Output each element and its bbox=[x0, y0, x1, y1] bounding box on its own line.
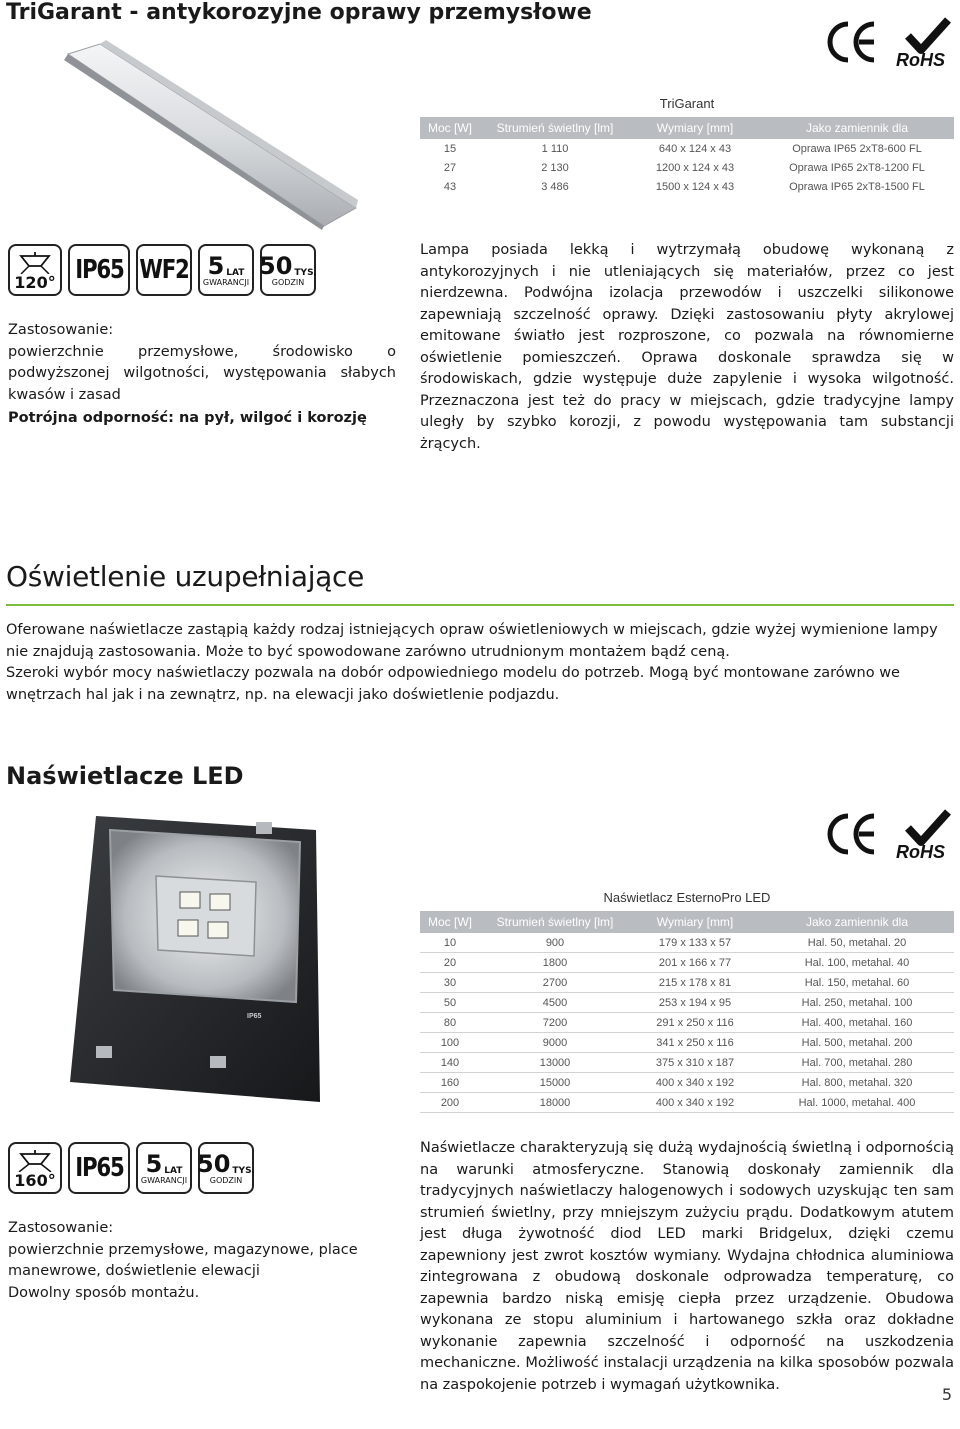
trigarant-feature-icons bbox=[8, 244, 316, 296]
table-cell: Hal. 400, metahal. 160 bbox=[801, 1016, 913, 1029]
table-cell: 10 bbox=[443, 936, 457, 949]
ip65-embossed-label: IP65 bbox=[247, 1013, 262, 1020]
rohs-label: RoHS bbox=[896, 842, 945, 862]
wf2-label: WF2 bbox=[139, 255, 189, 285]
table-row bbox=[420, 973, 954, 993]
table-caption: Naświetlacz EsternoPro LED bbox=[603, 890, 771, 905]
col-header: Moc [W] bbox=[420, 911, 480, 933]
warranty-label: GWARANCJI bbox=[202, 278, 250, 287]
table-cell: 15000 bbox=[539, 1076, 571, 1089]
light-beam-icon bbox=[15, 252, 55, 274]
usage-text: powierzchnie przemysłowe, środowisko o podwyższonej wilgotności, występowania słabych kwasów i zasad bbox=[8, 343, 396, 403]
table-cell: 179 x 133 x 57 bbox=[658, 936, 732, 949]
table-cell: Hal. 150, metahal. 60 bbox=[804, 976, 910, 989]
lifetime-hours-icon bbox=[198, 1142, 254, 1194]
table-cell: 100 bbox=[440, 1036, 460, 1049]
beam-angle-icon bbox=[8, 1142, 62, 1194]
section-paragraph bbox=[6, 620, 956, 706]
table-header-row bbox=[420, 117, 954, 139]
ce-rohs-marks bbox=[826, 806, 956, 862]
warranty-icon bbox=[198, 244, 254, 296]
warranty-number: 5 bbox=[207, 252, 225, 280]
hours-unit: TYS. bbox=[294, 268, 317, 278]
warranty-number: 5 bbox=[145, 1150, 163, 1178]
rohs-label: RoHS bbox=[896, 50, 945, 70]
table-row bbox=[420, 933, 954, 953]
table-cell: 20 bbox=[443, 956, 457, 969]
floodlight-spec-table bbox=[420, 890, 954, 1113]
table-row bbox=[420, 139, 954, 158]
lifetime-hours-icon bbox=[260, 244, 316, 296]
table-row bbox=[420, 993, 954, 1013]
table-cell: 341 x 250 x 116 bbox=[656, 1036, 734, 1049]
table-cell: 215 x 178 x 81 bbox=[658, 976, 732, 989]
table-cell: 9000 bbox=[542, 1036, 568, 1049]
col-header: Strumień świetlny [lm] bbox=[480, 117, 630, 139]
table-row bbox=[420, 177, 954, 196]
table-caption: TriGarant bbox=[659, 96, 715, 111]
usage-extra: Dowolny sposób montażu. bbox=[8, 1284, 200, 1301]
paragraph-2: Szeroki wybór mocy naświetlaczy pozwala na dobór odpowiedniego modelu do potrzeb. Mogą być montowane zarówno we wnętrzach hal jak i na zewnątrz, np. na elewacji jako doświetlenie podjazdu. bbox=[6, 665, 900, 703]
trigarant-description: Lampa posiada lekką i wytrzymałą obudowę wykonaną z antykorozyjnych i nie utleniających się materiałów, przez co jest nierdzewna. Podwójna izolacja przewodów i uszczelki silikonowe zapewniają szczelność oprawy. Dzięki zastosowaniu płyty akrylowej emitowane światło jest rozproszone, co pozwala na równomierne oświetlenie pomieszczeń. Oprawa doskonale sprawdza się w środowiskach, gdzie występuje duże zapylenie i wysoka wilgotność. Przeznaczona jest też do pracy w miejscach, gdzie tradycyjne lampy uległy by szybko korozji, z powodu występowania tam substancji żrących. bbox=[420, 242, 954, 452]
trigarant-usage bbox=[8, 320, 396, 430]
table-cell: 50 bbox=[443, 996, 457, 1009]
hours-label: GODZIN bbox=[271, 278, 305, 287]
table-cell: 1500 x 124 x 43 bbox=[655, 180, 735, 193]
table-cell: 253 x 194 x 95 bbox=[658, 996, 732, 1009]
ip-rating-label: IP65 bbox=[74, 1153, 124, 1183]
usage-heading: Zastosowanie: bbox=[8, 322, 114, 338]
wf2-icon bbox=[136, 244, 192, 296]
table-cell: 140 bbox=[440, 1056, 460, 1069]
beam-angle-value: 160° bbox=[14, 1171, 56, 1190]
table-cell: 201 x 166 x 77 bbox=[658, 956, 732, 969]
warranty-unit: LAT bbox=[226, 268, 245, 278]
table-cell: 1 110 bbox=[541, 142, 569, 155]
table-cell: 15 bbox=[443, 142, 457, 155]
table-cell: 80 bbox=[443, 1016, 457, 1029]
ip-rating-icon bbox=[68, 1142, 130, 1194]
table-cell: Oprawa IP65 2xT8-600 FL bbox=[792, 142, 922, 155]
beam-angle-icon bbox=[8, 244, 62, 296]
floodlight-description: Naświetlacze charakteryzują się dużą wydajnością świetlną i odpornością na warunki atmosferyczne. Stanowią doskonały zamiennik dla tradycyjnych naświetlaczy halogenowych i sodowych uzyskując ten sam strumień świetlny, przy mniejszym zużyciu prądu. Dodatkowym atutem jest długa żywotność diod LED marki Bridgelux, dzięki czemu zapewniony jest zwrot kosztów wymiany. Wydajna chłodnica aluminiowa zintegrowana z obudową doskonale odprowadza temperaturę, co zapewnia bardzo niską emisję ciepła przez urządzenie. Obudowa wykonana ze stopu aluminium i hartowanego szkła oraz dokładne wykonanie zapewnia szczelność i odporność na uszkodzenia mechaniczne. Możliwość instalacji urządzenia na kilka sposobów pozwala na zaspokojenie potrzeb i wymagań użytkownika. bbox=[420, 1140, 954, 1393]
table-cell: 200 bbox=[440, 1096, 460, 1109]
section-title: Oświetlenie uzupełniające bbox=[6, 560, 365, 593]
table-cell: 2700 bbox=[542, 976, 568, 989]
table-cell: 640 x 124 x 43 bbox=[658, 142, 732, 155]
ce-rohs-icon bbox=[826, 14, 956, 70]
table-cell: Oprawa IP65 2xT8-1500 FL bbox=[789, 180, 925, 193]
table-cell: 1800 bbox=[542, 956, 568, 969]
table-row bbox=[420, 1093, 954, 1113]
ce-rohs-icon bbox=[826, 806, 956, 862]
table-row bbox=[420, 1013, 954, 1033]
table-row bbox=[420, 1053, 954, 1073]
table-cell: 2 130 bbox=[541, 161, 569, 174]
table-cell: 1200 x 124 x 43 bbox=[655, 161, 735, 174]
table-cell: Hal. 1000, metahal. 400 bbox=[798, 1096, 916, 1109]
table-cell: Oprawa IP65 2xT8-1200 FL bbox=[789, 161, 925, 174]
hours-unit: TYS. bbox=[232, 1166, 255, 1176]
table-cell: 160 bbox=[440, 1076, 460, 1089]
trigarant-product-image bbox=[60, 40, 360, 230]
section-title: Naświetlacze LED bbox=[6, 762, 244, 790]
table-cell: 4500 bbox=[542, 996, 568, 1009]
table-cell: 291 x 250 x 116 bbox=[656, 1016, 734, 1029]
warranty-label: GWARANCJI bbox=[140, 1176, 188, 1185]
hours-number: 50 bbox=[197, 1150, 231, 1178]
ce-rohs-marks bbox=[826, 14, 956, 70]
col-header: Wymiary [mm] bbox=[630, 117, 760, 139]
table-cell: Hal. 500, metahal. 200 bbox=[801, 1036, 913, 1049]
hours-number: 50 bbox=[259, 252, 293, 280]
page-number: 5 bbox=[941, 1385, 952, 1404]
table-cell: 18000 bbox=[539, 1096, 571, 1109]
light-beam-icon bbox=[15, 1150, 55, 1172]
paragraph-1: Oferowane naświetlacze zastąpią każdy rodzaj istniejących opraw oświetleniowych w miejscach, gdzie wyżej wymienione lampy nie znajdują zastosowania. Może to być spowodowane zarówno utrudnionym montażem bądź ceną. bbox=[6, 622, 938, 660]
table-cell: Hal. 250, metahal. 100 bbox=[801, 996, 913, 1009]
table-cell: 375 x 310 x 187 bbox=[655, 1056, 735, 1069]
table-cell: 7200 bbox=[542, 1016, 568, 1029]
table-cell: 30 bbox=[443, 976, 457, 989]
trigarant-spec-table bbox=[420, 96, 954, 196]
table-cell: 13000 bbox=[539, 1056, 571, 1069]
col-header: Wymiary [mm] bbox=[630, 911, 760, 933]
warranty-unit: LAT bbox=[164, 1166, 183, 1176]
usage-heading: Zastosowanie: bbox=[8, 1220, 114, 1236]
warranty-icon bbox=[136, 1142, 192, 1194]
col-header: Jako zamiennik dla bbox=[760, 911, 954, 933]
usage-text: powierzchnie przemysłowe, magazynowe, place manewrowe, doświetlenie elewacji bbox=[8, 1241, 358, 1279]
table-cell: 400 x 340 x 192 bbox=[655, 1096, 735, 1109]
hours-label: GODZIN bbox=[209, 1176, 243, 1185]
table-cell: 43 bbox=[443, 180, 457, 193]
table-cell: 27 bbox=[443, 161, 457, 174]
table-cell: Hal. 800, metahal. 320 bbox=[801, 1076, 913, 1089]
col-header: Moc [W] bbox=[420, 117, 480, 139]
usage-bold: Potrójna odporność: na pył, wilgoć i korozję bbox=[8, 410, 367, 426]
col-header: Jako zamiennik dla bbox=[760, 117, 954, 139]
table-cell: Hal. 50, metahal. 20 bbox=[807, 936, 907, 949]
table-cell: 400 x 340 x 192 bbox=[655, 1076, 735, 1089]
floodlight-feature-icons bbox=[8, 1142, 254, 1194]
table-row bbox=[420, 1073, 954, 1093]
table-row bbox=[420, 1033, 954, 1053]
beam-angle-value: 120° bbox=[14, 273, 56, 292]
table-cell: Hal. 100, metahal. 40 bbox=[804, 956, 910, 969]
table-row bbox=[420, 953, 954, 973]
table-row bbox=[420, 158, 954, 177]
ip-rating-label: IP65 bbox=[74, 255, 124, 285]
ip-rating-icon bbox=[68, 244, 130, 296]
floodlight-product-image bbox=[60, 812, 335, 1112]
page-title: TriGarant - antykorozyjne oprawy przemysłowe bbox=[6, 0, 592, 25]
table-header-row bbox=[420, 911, 954, 933]
col-header: Strumień świetlny [lm] bbox=[480, 911, 630, 933]
section-divider bbox=[6, 604, 954, 606]
table-cell: 900 bbox=[545, 936, 565, 949]
table-cell: 3 486 bbox=[541, 180, 569, 193]
table-cell: Hal. 700, metahal. 280 bbox=[801, 1056, 913, 1069]
floodlight-usage bbox=[8, 1218, 396, 1304]
